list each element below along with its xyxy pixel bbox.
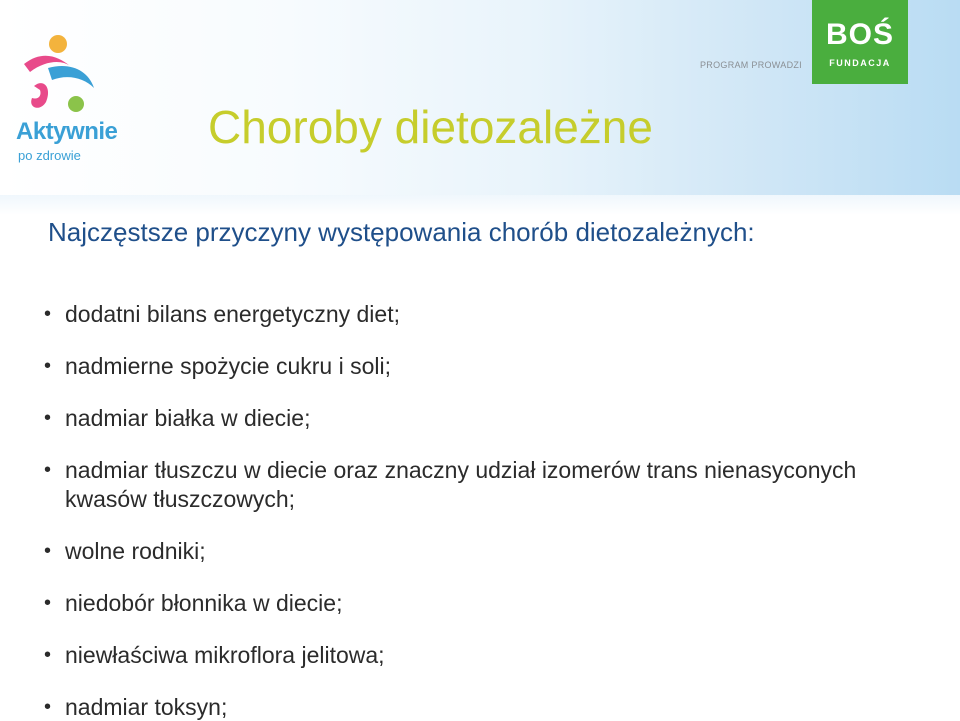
aktywnie-logo bbox=[10, 30, 130, 170]
bullet-icon: • bbox=[44, 540, 52, 562]
program-prowadzi-label: PROGRAM PROWADZI bbox=[700, 60, 802, 70]
list-item-text: niewłaściwa mikroflora jelitowa; bbox=[65, 642, 385, 668]
slide-title: Choroby dietozależne bbox=[208, 101, 653, 153]
list-item-text: nadmiar toksyn; bbox=[65, 694, 228, 720]
list-item-text: nadmierne spożycie cukru i soli; bbox=[65, 353, 391, 379]
bullet-icon: • bbox=[44, 459, 52, 481]
aktywnie-figure-icon bbox=[18, 30, 98, 120]
list-item bbox=[40, 693, 920, 721]
list-item-text: dodatni bilans energetyczny diet; bbox=[65, 301, 400, 327]
bullet-icon: • bbox=[44, 644, 52, 666]
aktywnie-logo-tagline: po zdrowie bbox=[18, 148, 81, 163]
bullet-icon: • bbox=[44, 355, 52, 377]
list-item-text: niedobór błonnika w diecie; bbox=[65, 590, 343, 616]
bos-fundacja-logo bbox=[812, 0, 908, 84]
list-item-text: nadmiar tłuszczu w diecie oraz znaczny udział izomerów trans nienasyconych kwasów tłuszczowych; bbox=[65, 457, 857, 512]
bullet-icon: • bbox=[44, 696, 52, 718]
bos-logo-sub: FUNDACJA bbox=[829, 58, 891, 68]
causes-list bbox=[40, 300, 920, 721]
list-item bbox=[40, 589, 920, 618]
list-item bbox=[40, 404, 920, 433]
list-item bbox=[40, 456, 920, 514]
list-item-text: wolne rodniki; bbox=[65, 538, 206, 564]
list-item bbox=[40, 641, 920, 670]
bos-logo-name: BOŚ bbox=[825, 18, 894, 51]
list-item bbox=[40, 300, 920, 329]
bullet-icon: • bbox=[44, 407, 52, 429]
list-item bbox=[40, 352, 920, 381]
list-item bbox=[40, 537, 920, 566]
aktywnie-logo-name: Aktywnie bbox=[16, 118, 118, 145]
list-item-text: nadmiar białka w diecie; bbox=[65, 405, 311, 431]
bullet-icon: • bbox=[44, 303, 52, 325]
bullet-icon: • bbox=[44, 592, 52, 614]
slide-subtitle: Najczęstsze przyczyny występowania chorób dietozależnych: bbox=[48, 217, 755, 247]
